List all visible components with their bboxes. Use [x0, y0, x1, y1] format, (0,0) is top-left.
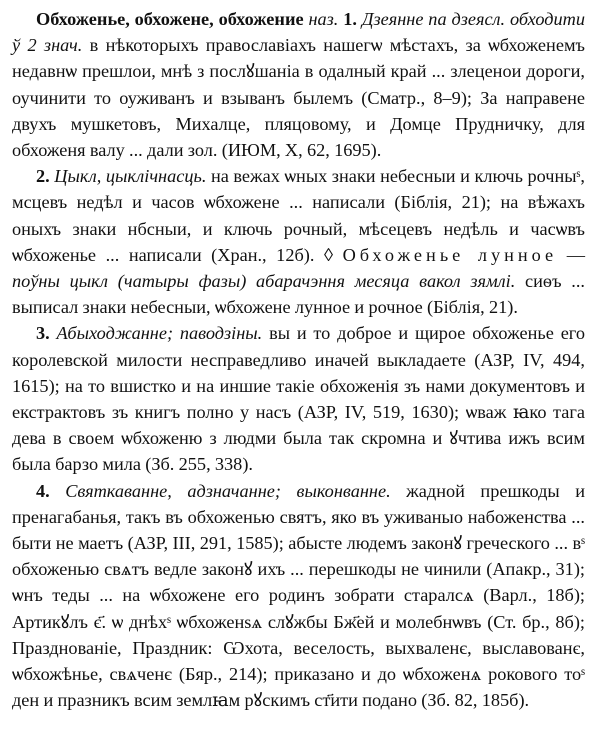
sense-definition: Дзеянне па дзеясл. обходити ў 2 знач.: [12, 9, 585, 56]
phrase-definition: поўны цыкл (чатыры фазы) абарачэння месяца вакол зямлі.: [12, 271, 516, 292]
phrase-marker: ◊: [324, 244, 334, 265]
sense-definition: Святкаванне, адзначанне; выконванне.: [65, 480, 391, 501]
sense-number: 3.: [36, 323, 50, 344]
sense-citations: на вежах ѡных знаки небесныи и ключь рочныˢ, мсцевъ недѣл и часов ѡбхожене ... написали (Біблія, 21); на вѣжахъ оныхъ знаки нбсныи, и ключь рочный, мѣсецевъ недѣль и часѡвъ ѡбхоженье ... написали (Хран., 12б).: [12, 166, 585, 265]
sense-number: 1.: [343, 9, 357, 29]
grammar-label: наз.: [308, 9, 339, 29]
phrase-dash: —: [566, 244, 585, 265]
phrase-expression: Обхоженье лунное: [342, 244, 558, 265]
sense-citations: жадной прешкоды и пренагабанья, такъ въ обхоженью святъ, яко въ уживаныо набоженства ... быти не маетъ (АЗР, III, 291, 1585); абысте людемъ законꙋ греческого ... вˢ обхоженью свѧтъ ведле законꙋ ихъ ... перешкоды не чинили (Апакр., 31); ѡнъ теды ... на ѡбхожене его родинъ зобрати старалсѧ (Варл., 18б); Артикꙋлъ є҃. ѡ днѣхˢ ѡбхоженѕѧ слꙋжбы Бж҃ей и молебнѡвъ (Ст. бр., 8б); Празднованіе, Праздник: Ѡхота, веселость, выхваленє, выславованє, ѡбхожѣнье, свѧченє (Бяр., 214); приказано и до ѡбхоженѧ рокового тоˢ ден и празникъ всим землꙗм рꙋскимъ ст҃ити подано (Зб. 82, 185б).: [12, 480, 585, 711]
entry-sense-3: [12, 320, 585, 477]
entry-sense-4: [12, 478, 585, 714]
sense-citations: вы и то доброе и щирое обхоженье его королевской милости несправедливо иначей выкладаете (АЗР, IV, 494, 1615); на то вшистко и на иншие такіе обхоженія зъ нами документовъ и екстрактовъ зъ книгъ полно у насъ (АЗР, IV, 519, 1630); ѡваж ꙗко тага дева в своем ѡбхоженю з людми была так скромна и ꙋчтива ижъ всим была барзо мила (Зб. 255, 338).: [12, 323, 585, 475]
headword: Обхоженье, обхожене, обхожение: [36, 9, 304, 29]
sense-definition: Цыкл, цыклічнасць.: [54, 166, 207, 187]
entry-sense-2: [12, 163, 585, 320]
sense-number: 2.: [36, 166, 50, 187]
sense-definition: Абыходжанне; паводзіны.: [56, 323, 263, 344]
entry-sense-1: [12, 6, 585, 163]
sense-citations: в нѣкоторыхъ православіахъ нашегѡ мѣстахъ, за ѡбхоженемъ недавнѡ прешлои, мнѣ з послꙋшаніа в одалный край ... злеценои дороги, оучинити то оуживанъ и взыванъ былемъ (Сматр., 8–9); За направене двухъ мушкетовъ, Михалце, пляцовому, и Домце Прудничку, для обхоженя валу ... дали зол. (ИЮМ, Х, 62, 1695).: [12, 35, 585, 161]
phrase-citations: сиѳъ ... выписал знаки небесныи, ѡбхожене лунное и рочное (Біблія, 21).: [12, 271, 585, 318]
sense-number: 4.: [36, 480, 50, 501]
